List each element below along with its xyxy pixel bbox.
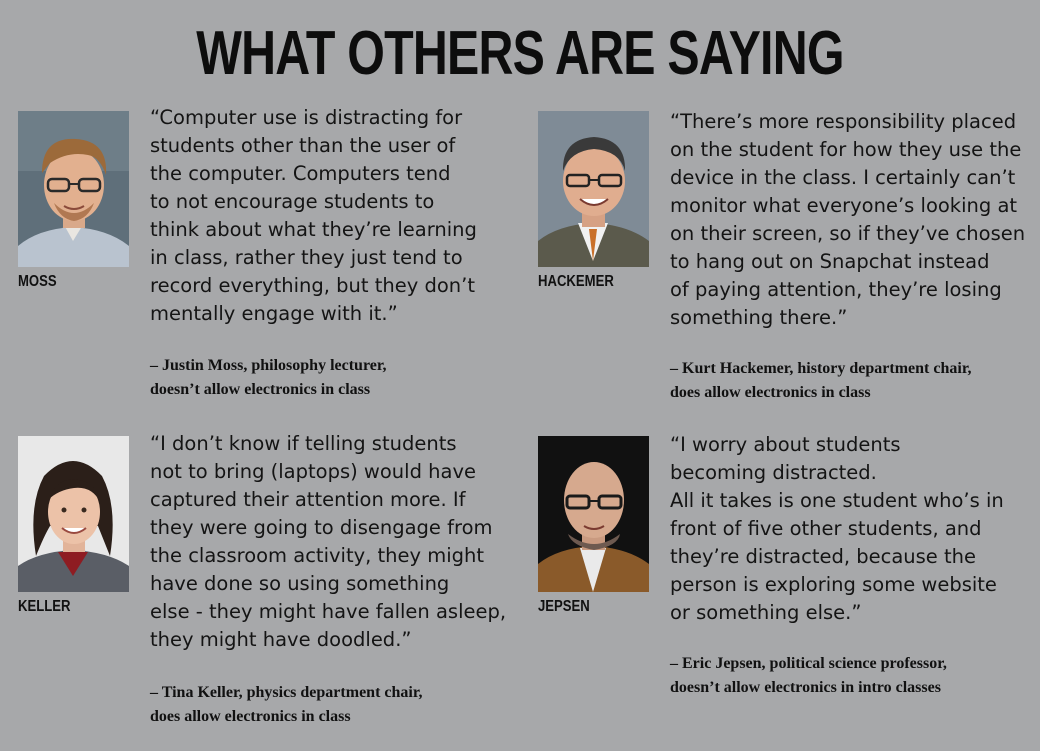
quote-keller: “I don’t know if telling students not to bring (laptops) would have captured their attention more. If they were going to disengage from the classroom activity, they might have done so using something else - they might have fallen asleep, they might have doodled.” (150, 432, 507, 651)
name-label-moss: MOSS (18, 273, 57, 290)
attribution-hackemer: – Kurt Hackemer, history department chair, does allow electronics in class (670, 360, 972, 401)
photo-jepsen (538, 436, 649, 592)
photo-moss (18, 111, 129, 267)
name-label-hackemer: HACKEMER (538, 273, 614, 290)
quote-moss: “Computer use is distracting for students other than the user of the computer. Computers tend to not encourage students to think about what they’re learning in class, rather they just tend to record everything, but they don’t mentally engage with it.” (150, 106, 477, 325)
quote-jepsen: “I worry about students becoming distracted. All it takes is one student who’s in front of five other students, and they’re distracted, because the person is exploring some website or something else.” (670, 433, 1004, 624)
headline: WHAT OTHERS ARE SAYING (196, 19, 844, 88)
quote-hackemer: “There’s more responsibility placed on the student for how they use the device in the class. I certainly can’t monitor what everyone’s looking at on their screen, so if they’ve chosen to hang out on Snapchat instead of paying attention, they’re losing something there.” (670, 110, 1026, 329)
portrait-keller-image (18, 436, 129, 592)
portrait-moss-image (18, 111, 129, 267)
attribution-moss: – Justin Moss, philosophy lecturer, doesn’t allow electronics in class (150, 357, 387, 398)
photo-hackemer (538, 111, 649, 267)
portrait-jepsen-image (538, 436, 649, 592)
photo-keller (18, 436, 129, 592)
attribution-jepsen: – Eric Jepsen, political science professor, doesn’t allow electronics in intro classes (670, 655, 947, 696)
name-label-keller: KELLER (18, 598, 71, 615)
attribution-keller: – Tina Keller, physics department chair, does allow electronics in class (150, 684, 423, 725)
portrait-hackemer-image (538, 111, 649, 267)
name-label-jepsen: JEPSEN (538, 598, 590, 615)
